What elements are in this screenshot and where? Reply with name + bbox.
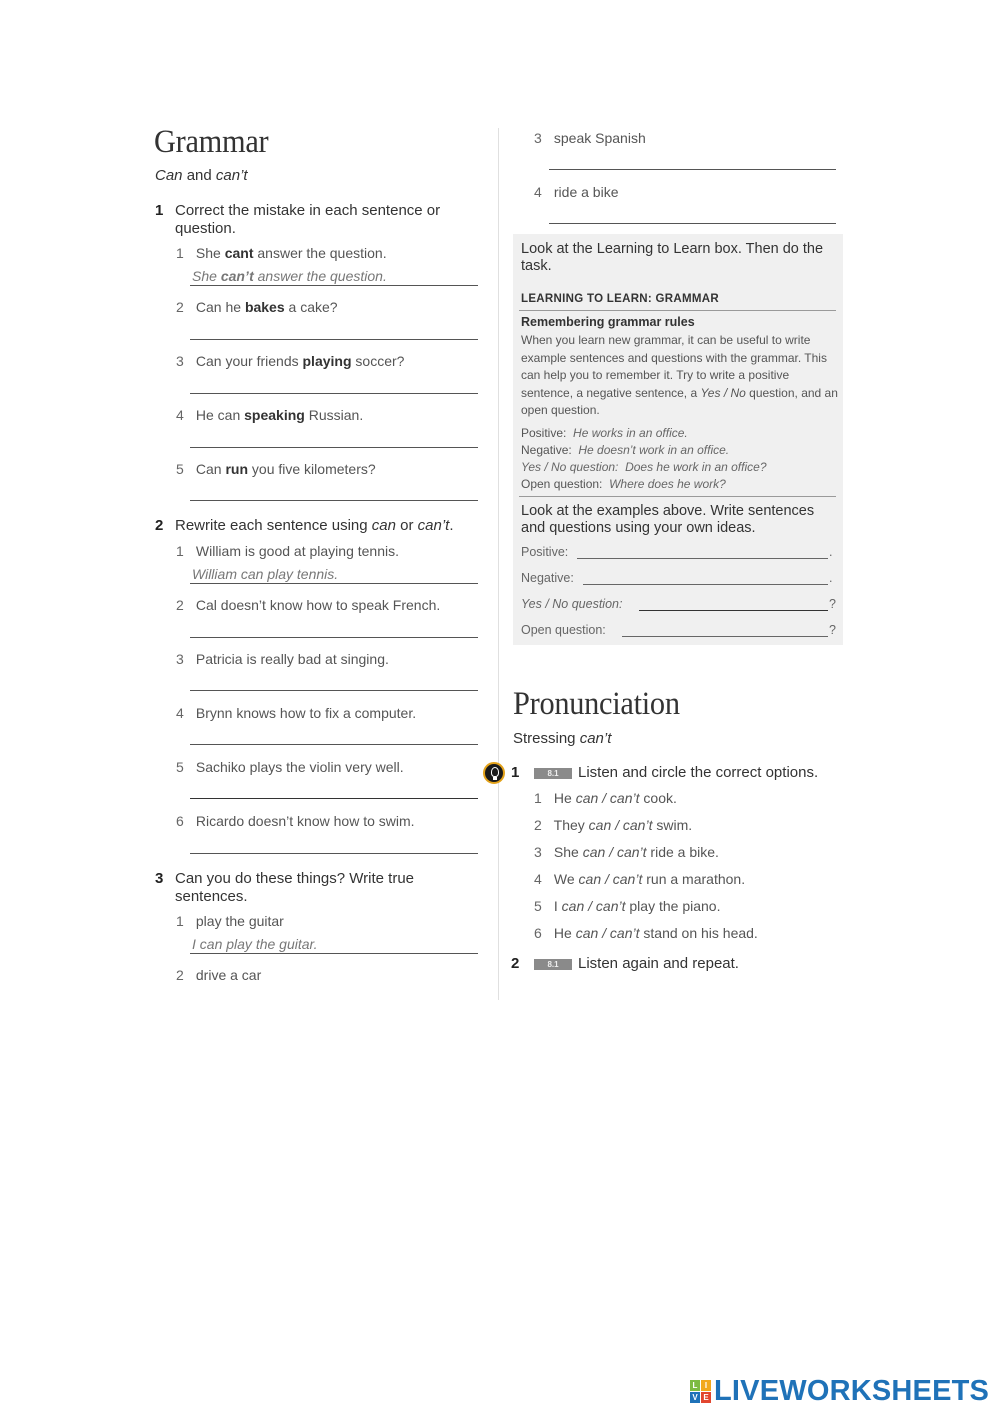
exercise-1-number: 1 — [155, 202, 164, 219]
field-open-end: ? — [829, 623, 836, 637]
pron-options[interactable]: can / can’t — [575, 925, 640, 941]
pron-item-1: 1 He can / can’t cook. — [534, 790, 677, 806]
logo-text: LIVEWORKSHEETS — [714, 1375, 990, 1407]
field-open-line[interactable] — [622, 636, 828, 637]
exercise-2-number: 2 — [155, 517, 164, 534]
lightbulb-icon[interactable] — [483, 762, 505, 784]
example-negative: Negative: He doesn’t work in an office. — [521, 443, 730, 457]
learning-box-rule — [519, 496, 836, 497]
ex3-item-4: 4 ride a bike — [534, 184, 619, 200]
answer-line[interactable] — [190, 637, 478, 638]
grammar-title: Grammar — [154, 124, 269, 160]
ex2-item-1: 1 William is good at playing tennis. — [176, 543, 399, 559]
ex2-item-6: 6 Ricardo doesn’t know how to swim. — [176, 813, 415, 829]
pron-options[interactable]: can / can’t — [561, 898, 626, 914]
field-yes-no-label: Yes / No question: — [521, 597, 623, 611]
pron-exercise-2-instruction: 8.1 Listen again and repeat. — [534, 955, 739, 973]
exercise-1-instruction: Correct the mistake in each sentence or question. — [175, 202, 441, 237]
answer-line[interactable] — [549, 169, 836, 170]
answer-line[interactable] — [190, 393, 478, 394]
answer-line[interactable] — [190, 798, 478, 799]
ex2-item-5: 5 Sachiko plays the violin very well. — [176, 759, 404, 775]
pron-options[interactable]: can / can’t — [588, 817, 653, 833]
exercise-2-instruction: Rewrite each sentence using can or can’t. — [175, 517, 454, 534]
ex1-item-2: 2 Can he bakes a cake? — [176, 299, 338, 315]
ex1-item-3: 3 Can your friends playing soccer? — [176, 353, 405, 369]
pronunciation-subtitle: Stressing can’t — [513, 730, 612, 747]
field-yes-no-line[interactable] — [639, 610, 828, 611]
field-positive-label: Positive: — [521, 545, 569, 559]
grammar-subtitle: Can and can’t — [155, 167, 248, 184]
ex3-example-answer: I can play the guitar. — [192, 936, 318, 952]
field-negative-end: . — [829, 571, 833, 585]
ex2-item-3: 3 Patricia is really bad at singing. — [176, 651, 389, 667]
learning-box-task: Look at the examples above. Write sentences and questions using your own ideas. — [521, 503, 815, 536]
learning-box-body: When you learn new grammar, it can be useful to write example sentences and questions with the grammar. This can help you to remember it. Try to write a positive sentence, a negative sentence, a Yes / No question, and an open question. — [521, 333, 838, 417]
field-positive-line[interactable] — [577, 558, 828, 559]
ex2-item-4: 4 Brynn knows how to fix a computer. — [176, 705, 417, 721]
learning-box-subheading: Remembering grammar rules — [521, 315, 695, 329]
field-negative-line[interactable] — [583, 584, 828, 585]
learning-box-intro: Look at the Learning to Learn box. Then do the task. — [521, 241, 824, 274]
field-negative-label: Negative: — [521, 571, 574, 585]
pron-exercise-1-number: 1 — [511, 764, 520, 781]
ex3-item-2: 2 drive a car — [176, 967, 262, 983]
ex1-item-5: 5 Can run you five kilometers? — [176, 461, 376, 477]
exercise-3-number: 3 — [155, 870, 164, 887]
pron-item-2: 2 They can / can’t swim. — [534, 817, 693, 833]
exercise-3-instruction: Can you do these things? Write true sentences. — [175, 870, 415, 905]
ex3-item-3: 3 speak Spanish — [534, 130, 646, 146]
ex1-item-1: 1 She cant answer the question. — [176, 245, 387, 261]
example-open-question: Open question: Where does he work? — [521, 477, 726, 491]
learning-box-rule — [519, 310, 836, 311]
ex2-example-answer: William can play tennis. — [192, 566, 339, 582]
pron-item-4: 4 We can / can’t run a marathon. — [534, 871, 746, 887]
answer-line[interactable] — [190, 744, 478, 745]
pron-exercise-2-number: 2 — [511, 955, 520, 972]
ex2-item-2: 2 Cal doesn’t know how to speak French. — [176, 597, 441, 613]
pron-exercise-1-instruction: 8.1 Listen and circle the correct options. — [534, 764, 818, 782]
answer-line[interactable] — [190, 339, 478, 340]
answer-line[interactable] — [190, 690, 478, 691]
pron-item-6: 6 He can / can’t stand on his head. — [534, 925, 758, 941]
logo-mark-icon: L I V E — [690, 1380, 712, 1404]
pron-item-5: 5 I can / can’t play the piano. — [534, 898, 721, 914]
pron-options[interactable]: can / can’t — [575, 790, 640, 806]
answer-line — [190, 953, 478, 954]
column-divider — [498, 128, 499, 1000]
pron-options[interactable]: can / can’t — [582, 844, 647, 860]
example-positive: Positive: He works in an office. — [521, 426, 688, 440]
answer-line[interactable] — [190, 447, 478, 448]
ex3-item-1: 1 play the guitar — [176, 913, 284, 929]
field-positive-end: . — [829, 545, 833, 559]
answer-line[interactable] — [549, 223, 836, 224]
pron-options[interactable]: can / can’t — [578, 871, 643, 887]
field-open-label: Open question: — [521, 623, 606, 637]
answer-line[interactable] — [190, 500, 478, 501]
answer-line — [190, 285, 478, 286]
pron-item-3: 3 She can / can’t ride a bike. — [534, 844, 719, 860]
answer-line[interactable] — [190, 853, 478, 854]
answer-line — [190, 583, 478, 584]
audio-track-icon[interactable]: 8.1 — [534, 959, 572, 970]
audio-track-icon[interactable]: 8.1 — [534, 768, 572, 779]
pronunciation-title: Pronunciation — [513, 686, 680, 722]
ex1-example-answer: She can’t answer the question. — [192, 268, 387, 284]
learning-box-heading: LEARNING TO LEARN: GRAMMAR — [521, 293, 719, 305]
ex1-item-4: 4 He can speaking Russian. — [176, 407, 364, 423]
field-yes-no-end: ? — [829, 597, 836, 611]
example-yes-no-question: Yes / No question: Does he work in an office? — [521, 460, 767, 474]
